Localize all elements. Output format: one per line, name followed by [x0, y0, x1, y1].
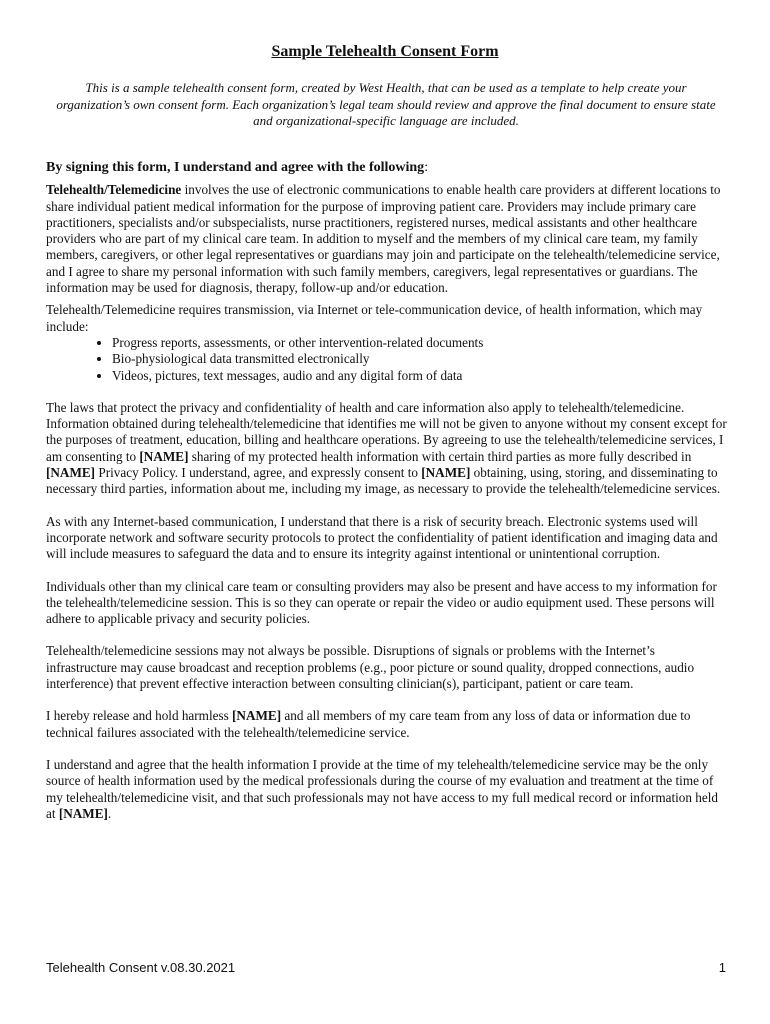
- lead-statement: [46, 160, 728, 176]
- privacy-text-d: obtaining, using, storing, and disseminating to necessary third parties, information about me, including my image, as necessary to provide the telehealth/telemedicine services.: [46, 465, 721, 497]
- paragraph-health-information: [46, 757, 728, 822]
- name-placeholder: [NAME]: [58, 805, 108, 821]
- definition-text: involves the use of electronic communications to enable health care providers at different locations to share individual patient medical information for the purpose of improving patient care. Providers may include primary care practitioners, specialists and/or subspecialists, nurse practitioners, registered nurses, medical assistants and other healthcare providers who are part of my clinical care team. In addition to myself and the members of my clinical care team, my family members, caregivers, or other legal representatives or guardians may join and participate on the telehealth/telemedicine service, and I agree to share my personal information with such family members, caregivers, legal representatives or guardians. The information may be used for diagnosis, therapy, follow-up and/or education.: [46, 182, 721, 296]
- name-placeholder: [NAME]: [232, 708, 282, 724]
- privacy-text-b: sharing of my protected health information with certain third parties as more fully described in: [188, 448, 692, 464]
- lead-colon: :: [424, 160, 429, 175]
- health-info-text-b: .: [107, 805, 112, 821]
- footer-version: Telehealth Consent v.08.30.2021: [46, 960, 236, 975]
- paragraph-security: As with any Internet-based communication, I understand that there is a risk of security breach. Electronic systems used will incorporate network and software security protocols to protect the confidentiality of patient identification and imaging data and will include measures to safeguard the data and to ensure its integrity against intentional or unintentional corruption.: [46, 513, 718, 562]
- name-placeholder: [NAME]: [139, 448, 189, 464]
- paragraph-transmission: Telehealth/Telemedicine requires transmission, via Internet or tele-communication device, of health information, which may include:: [46, 302, 703, 334]
- privacy-text-a: The laws that protect the privacy and confidentiality of health and care information also apply to telehealth/telemedicine. Information obtained during telehealth/telemedicine that identifies me will not be given to anyone without my consent except for the purposes of treatment, education, billing and healthcare operations. By agreeing to use the telehealth/telemedicine services, I am consenting to: [46, 399, 727, 464]
- intro-note: This is a sample telehealth consent form, created by West Health, that can be used as a template to help create your organization’s own consent form. Each organization’s legal team should review and approve the final document to ensure state and organizational-specific language are included.: [56, 80, 716, 128]
- list-item: • Videos, pictures, text messages, audio and any digital form of data: [112, 368, 728, 384]
- transmission-list: [46, 335, 728, 384]
- paragraph-release: [46, 708, 728, 741]
- privacy-text-c: Privacy Policy. I understand, agree, and expressly consent to: [95, 465, 422, 481]
- paragraph-disruptions: Telehealth/telemedicine sessions may not always be possible. Disruptions of signals or problems with the Internet’s infrastructure may cause broadcast and reception problems (e.g., poor picture or sound quality, dropped connections, audio interference) that prevent effective interaction between consulting clinician(s), participant, patient or care team.: [46, 643, 695, 692]
- release-text-b: and all members of my care team from any loss of data or information due to technical failures associated with the telehealth/telemedicine service.: [46, 708, 691, 740]
- paragraph-privacy: [46, 400, 728, 498]
- paragraph-definition: [46, 182, 728, 296]
- name-placeholder: [NAME]: [46, 465, 96, 481]
- release-text-a: I hereby release and hold harmless: [46, 708, 233, 724]
- term-telehealth: Telehealth/Telemedicine: [46, 182, 182, 198]
- lead-text: By signing this form, I understand and agree with the following: [46, 160, 425, 175]
- paragraph-other-individuals: Individuals other than my clinical care team or consulting providers may also be present and have access to my information for the telehealth/telemedicine session. This is so they can operate or repair the video or audio equipment used. These persons will adhere to applicable privacy and security policies.: [46, 578, 717, 627]
- list-item: • Progress reports, assessments, or other intervention-related documents: [112, 335, 728, 351]
- document-body: [46, 160, 728, 828]
- name-placeholder: [NAME]: [421, 465, 471, 481]
- list-item: • Bio-physiological data transmitted electronically: [112, 351, 728, 367]
- health-info-text-a: I understand and agree that the health information I provide at the time of my telehealth/telemedicine service may be the only source of health information used by the medical professionals during the course of my evaluation and treatment at the time of my telehealth/telemedicine visit, and that such professionals may not have access to my full medical record or information held at: [46, 756, 718, 821]
- page-number: 1: [718, 960, 726, 975]
- page-title: Sample Telehealth Consent Form: [271, 43, 499, 60]
